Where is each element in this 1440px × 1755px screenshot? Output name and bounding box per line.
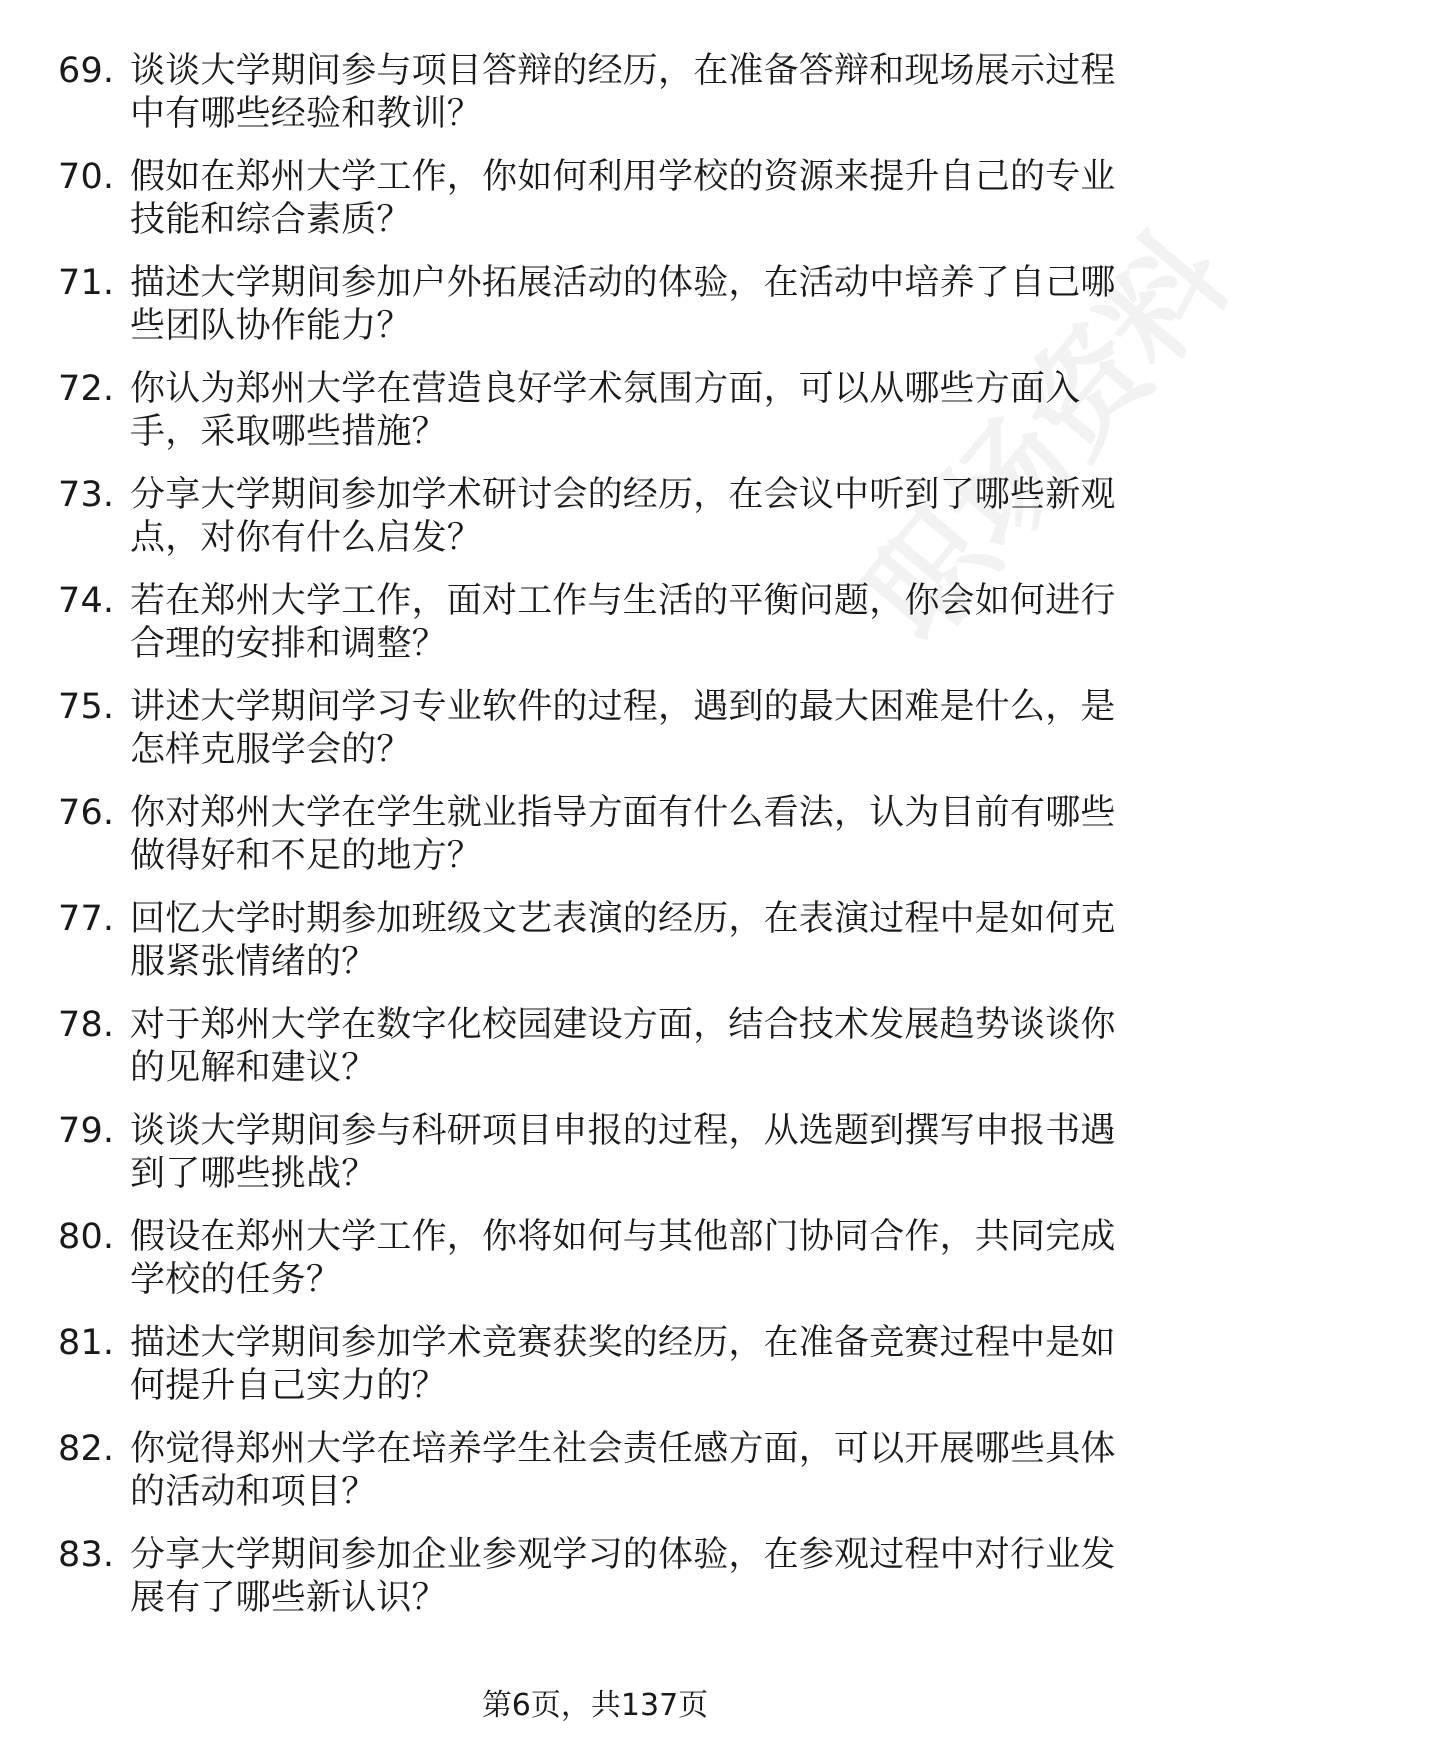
question-number: 74.	[58, 581, 115, 621]
question-text: 你对郑州大学在学生就业指导方面有什么看法，认为目前有哪些做得好和不足的地方？	[130, 793, 1116, 876]
question-text: 假设在郑州大学工作，你将如何与其他部门协同合作，共同完成学校的任务？	[130, 1217, 1116, 1300]
question-number: 73.	[58, 475, 115, 515]
question-item	[58, 474, 1148, 560]
question-item	[58, 1322, 1148, 1408]
question-item	[58, 898, 1148, 984]
question-item	[58, 156, 1148, 242]
question-text: 描述大学期间参加户外拓展活动的体验，在活动中培养了自己哪些团队协作能力？	[130, 263, 1116, 346]
question-text: 分享大学期间参加学术研讨会的经历，在会议中听到了哪些新观点，对你有什么启发？	[130, 475, 1116, 558]
question-text: 假如在郑州大学工作，你如何利用学校的资源来提升自己的专业技能和综合素质？	[130, 157, 1116, 240]
question-item	[58, 262, 1148, 348]
question-number: 69.	[58, 51, 115, 91]
question-number: 82.	[58, 1429, 115, 1469]
question-item	[58, 1216, 1148, 1302]
question-text: 讲述大学期间学习专业软件的过程，遇到的最大困难是什么，是怎样克服学会的？	[130, 687, 1116, 770]
question-number: 77.	[58, 899, 115, 939]
question-item	[58, 1110, 1148, 1196]
question-text: 对于郑州大学在数字化校园建设方面，结合技术发展趋势谈谈你的见解和建议？	[130, 1005, 1116, 1088]
question-text: 描述大学期间参加学术竞赛获奖的经历，在准备竞赛过程中是如何提升自己实力的？	[130, 1323, 1116, 1406]
question-item	[58, 1534, 1148, 1620]
question-item	[58, 50, 1148, 136]
question-text: 分享大学期间参加企业参观学习的体验，在参观过程中对行业发展有了哪些新认识？	[130, 1535, 1116, 1618]
question-number: 80.	[58, 1217, 115, 1257]
question-item	[58, 368, 1148, 454]
question-number: 71.	[58, 263, 115, 303]
question-text: 你觉得郑州大学在培养学生社会责任感方面，可以开展哪些具体的活动和项目？	[130, 1429, 1116, 1512]
question-text: 谈谈大学期间参与科研项目申报的过程，从选题到撰写申报书遇到了哪些挑战？	[130, 1111, 1116, 1194]
watermark: 职场资料	[840, 209, 1256, 667]
page-footer: 第6页，共137页	[481, 1688, 709, 1723]
question-item	[58, 792, 1148, 878]
question-item	[58, 580, 1148, 666]
question-list	[58, 50, 1148, 1640]
question-number: 78.	[58, 1005, 115, 1045]
question-number: 79.	[58, 1111, 115, 1151]
question-number: 75.	[58, 687, 115, 727]
question-item	[58, 686, 1148, 772]
question-text: 你认为郑州大学在营造良好学术氛围方面，可以从哪些方面入手，采取哪些措施？	[130, 369, 1081, 452]
question-text: 回忆大学时期参加班级文艺表演的经历，在表演过程中是如何克服紧张情绪的？	[130, 899, 1116, 982]
question-item	[58, 1428, 1148, 1514]
question-number: 81.	[58, 1323, 115, 1363]
question-text: 若在郑州大学工作，面对工作与生活的平衡问题，你会如何进行合理的安排和调整？	[130, 581, 1116, 664]
question-number: 70.	[58, 157, 115, 197]
question-number: 83.	[58, 1535, 115, 1575]
question-number: 72.	[58, 369, 115, 409]
question-number: 76.	[58, 793, 115, 833]
question-item	[58, 1004, 1148, 1090]
question-text: 谈谈大学期间参与项目答辩的经历，在准备答辩和现场展示过程中有哪些经验和教训？	[130, 51, 1116, 134]
